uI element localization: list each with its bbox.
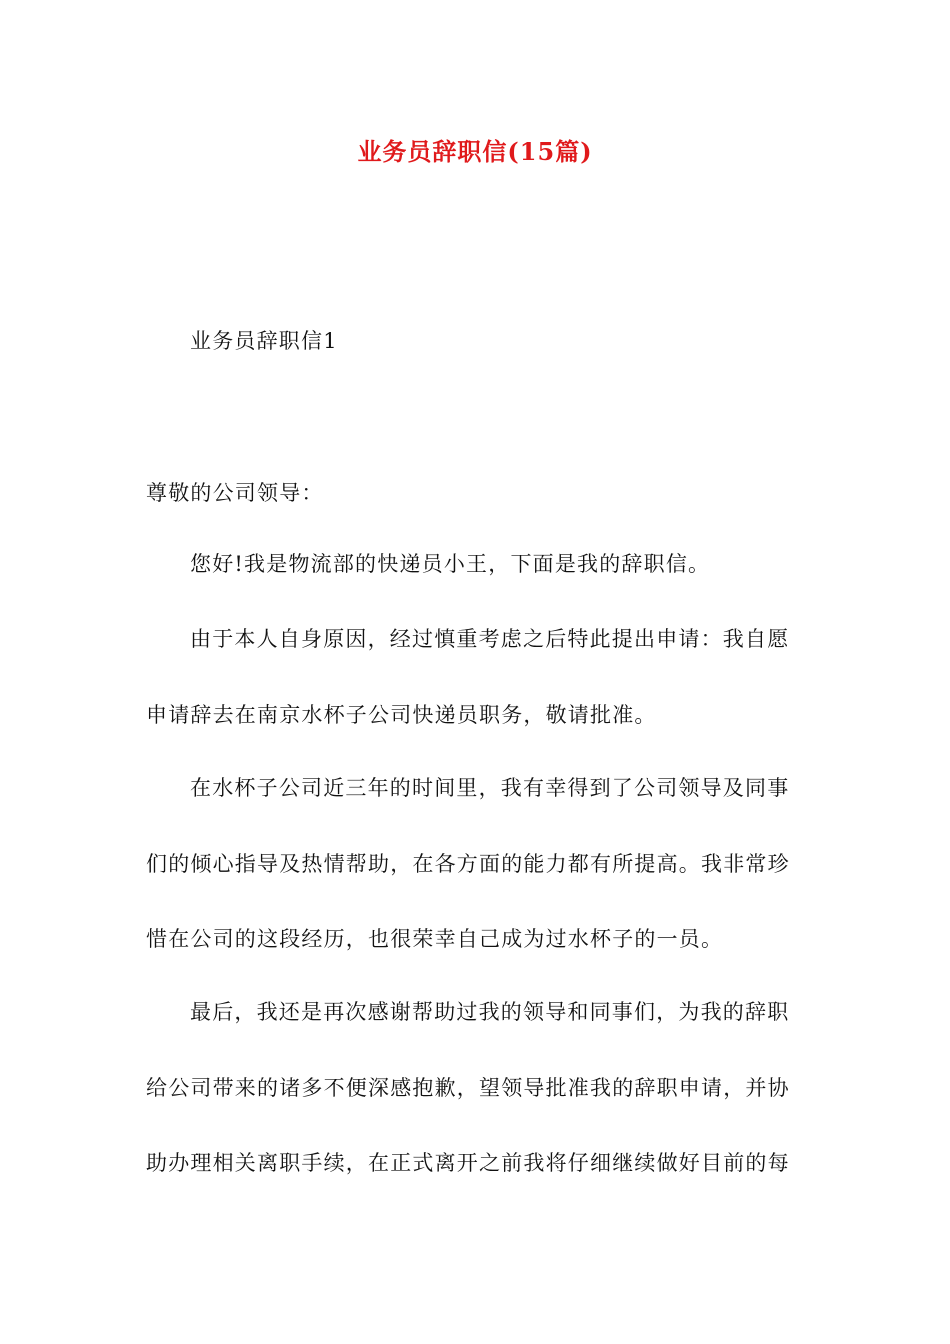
body-line: 申请辞去在南京水杯子公司快递员职务，敬请批准。 <box>146 703 657 727</box>
section-heading: 业务员辞职信1 <box>190 329 338 353</box>
body-line: 给公司带来的诸多不便深感抱歉，望领导批准我的辞职申请，并协 <box>146 1076 790 1100</box>
body-line: 您好!我是物流部的快递员小王，下面是我的辞职信。 <box>190 552 711 576</box>
body-line: 们的倾心指导及热情帮助，在各方面的能力都有所提高。我非常珍 <box>146 852 790 876</box>
salutation: 尊敬的公司领导： <box>146 481 324 505</box>
body-line: 在水杯子公司近三年的时间里，我有幸得到了公司领导及同事 <box>190 776 790 800</box>
body-line: 由于本人自身原因，经过慎重考虑之后特此提出申请：我自愿 <box>190 627 790 651</box>
body-line: 最后，我还是再次感谢帮助过我的领导和同事们，为我的辞职 <box>190 1000 790 1024</box>
document-title: 业务员辞职信(15篇) <box>357 137 593 166</box>
body-line: 惜在公司的这段经历，也很荣幸自己成为过水杯子的一员。 <box>146 927 724 951</box>
body-line: 助办理相关离职手续，在正式离开之前我将仔细继续做好目前的每 <box>146 1151 790 1175</box>
